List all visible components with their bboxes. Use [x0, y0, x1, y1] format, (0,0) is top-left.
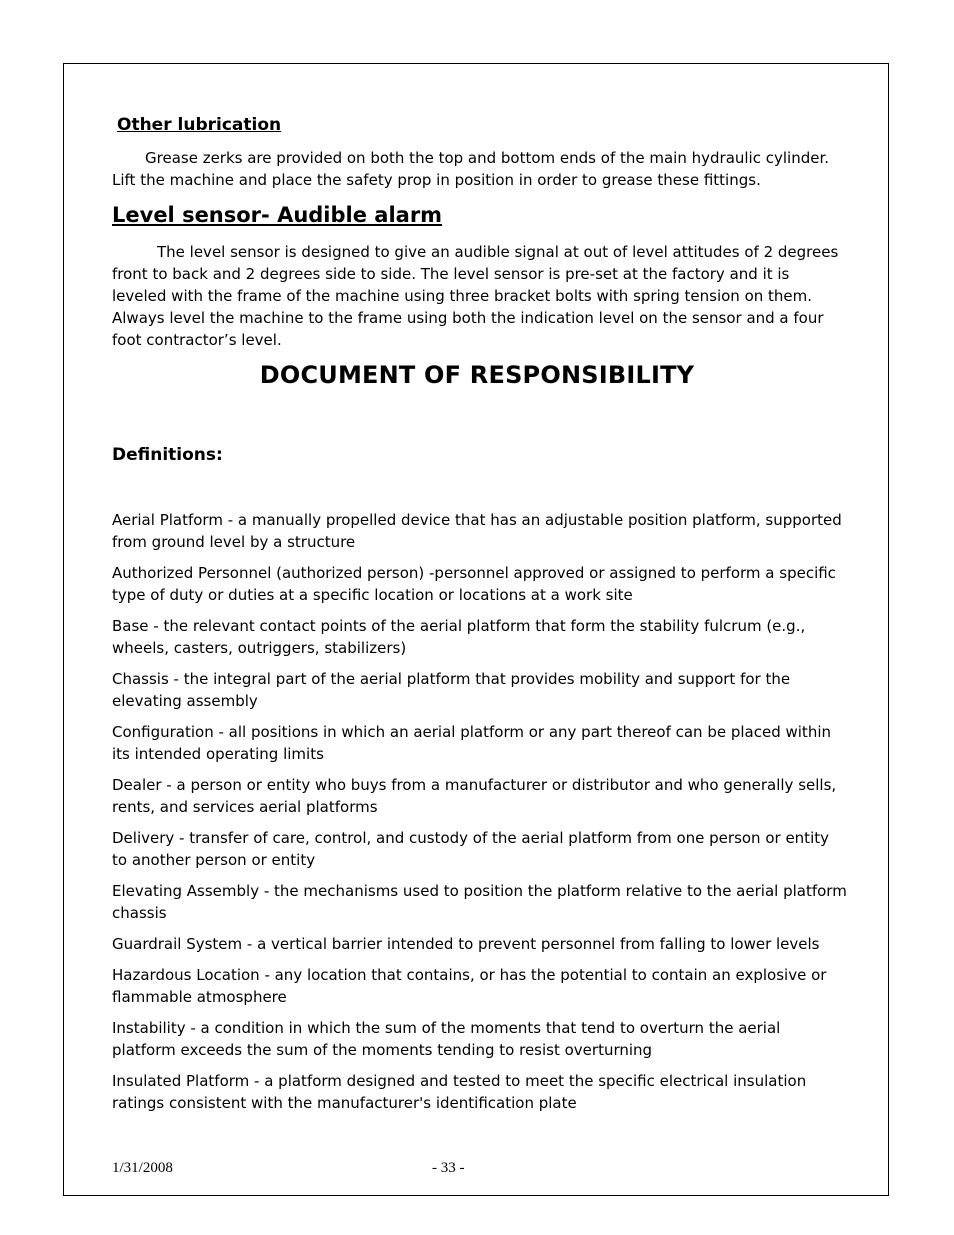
definitions-heading: Definitions:: [112, 445, 223, 465]
level-sensor-text: The level sensor is designed to give an audible signal at out of level attitudes of 2 degrees front to back and 2 degrees side to side. The level sensor is pre-set at the factory and it is leveled with the frame of the machine using three bracket bolts with spring tension on them. Always level the machine to the frame using both the indication level on the sensor and a four foot contractor’s level.: [112, 243, 839, 349]
definition-item: Delivery - transfer of care, control, and custody of the aerial platform from one person or entity to another person or entity: [112, 829, 829, 869]
definition-item: Elevating Assembly - the mechanisms used to position the platform relative to the aerial platform chassis: [112, 882, 847, 922]
definition-item: Chassis - the integral part of the aerial platform that provides mobility and support for the elevating assembly: [112, 670, 791, 710]
other-lubrication-text: Grease zerks are provided on both the top and bottom ends of the main hydraulic cylinder. Lift the machine and place the safety prop in position in order to grease these fittings.: [112, 149, 830, 189]
definition-item: Aerial Platform - a manually propelled device that has an adjustable position platform, supported from ground level by a structure: [112, 511, 842, 551]
level-sensor-heading: Level sensor- Audible alarm: [112, 203, 443, 227]
footer-page-number: - 33 -: [432, 1160, 465, 1176]
other-lubrication-section: [112, 147, 842, 191]
definition-item: Insulated Platform - a platform designed and tested to meet the specific electrical insulation ratings consistent with the manufacturer's identification plate: [112, 1072, 807, 1112]
definition-item: Dealer - a person or entity who buys from a manufacturer or distributor and who generally sells, rents, and services aerial platforms: [112, 776, 837, 816]
definition-item: Hazardous Location - any location that contains, or has the potential to contain an explosive or flammable atmosphere: [112, 966, 827, 1006]
definition-item: Guardrail System - a vertical barrier intended to prevent personnel from falling to lower levels: [112, 935, 820, 953]
level-sensor-section: [112, 241, 842, 351]
definition-item: Configuration - all positions in which an aerial platform or any part thereof can be placed within its intended operating limits: [112, 723, 831, 763]
footer-date: 1/31/2008: [112, 1160, 173, 1176]
definition-item: Authorized Personnel (authorized person) -personnel approved or assigned to perform a specific type of duty or duties at a specific location or locations at a work site: [112, 564, 836, 604]
other-lubrication-heading: Other lubrication: [117, 115, 282, 135]
definition-item: Instability - a condition in which the sum of the moments that tend to overturn the aerial platform exceeds the sum of the moments tending to resist overturning: [112, 1019, 781, 1059]
document-title: DOCUMENT OF RESPONSIBILITY: [259, 361, 695, 389]
definitions-list: [112, 509, 847, 1123]
definition-item: Base - the relevant contact points of the aerial platform that form the stability fulcrum (e.g., wheels, casters, outriggers, stabilizers): [112, 617, 806, 657]
